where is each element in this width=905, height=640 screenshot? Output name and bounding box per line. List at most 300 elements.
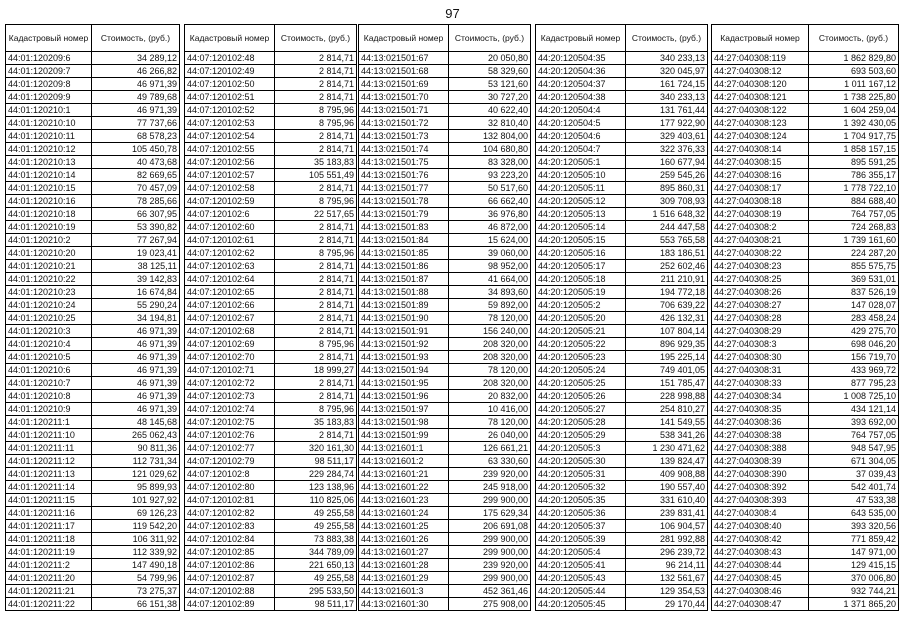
cost-cell: 183 186,51 xyxy=(626,247,708,260)
cost-cell: 36 976,80 xyxy=(449,208,531,221)
table-row xyxy=(359,598,531,611)
cadastral-number-cell: 44:07:120102:48 xyxy=(185,52,275,65)
cost-cell: 16 674,84 xyxy=(92,286,180,299)
cost-cell: 30 727,20 xyxy=(449,91,531,104)
cadastral-number-cell: 44:01:120210:13 xyxy=(6,156,92,169)
table-row xyxy=(185,130,357,143)
cost-cell: 2 814,71 xyxy=(275,377,357,390)
table-row xyxy=(6,299,180,312)
cost-cell: 706 639,22 xyxy=(626,299,708,312)
cadastral-number-cell: 44:07:120102:51 xyxy=(185,91,275,104)
cadastral-number-cell: 44:27:040308:18 xyxy=(712,195,809,208)
cost-cell: 329 403,61 xyxy=(626,130,708,143)
table-row xyxy=(6,78,180,91)
table-row xyxy=(359,130,531,143)
page-number: 97 xyxy=(445,6,460,21)
cadastral-number-cell: 44:27:040308:14 xyxy=(712,143,809,156)
cost-cell: 46 971,39 xyxy=(92,325,180,338)
cadastral-number-cell: 44:07:120102:49 xyxy=(185,65,275,78)
cadastral-number-cell: 44:01:120210:7 xyxy=(6,377,92,390)
table-row xyxy=(359,351,531,364)
cost-cell: 26 040,00 xyxy=(449,429,531,442)
cost-cell: 239 920,00 xyxy=(449,559,531,572)
cadastral-number-cell: 44:01:120211:1 xyxy=(6,416,92,429)
cost-cell: 1 230 471,62 xyxy=(626,442,708,455)
table-row xyxy=(712,234,899,247)
cadastral-number-cell: 44:01:120210:21 xyxy=(6,260,92,273)
cadastral-number-cell: 44:13:021501:97 xyxy=(359,403,449,416)
cadastral-number-cell: 44:07:120102:77 xyxy=(185,442,275,455)
cost-cell: 151 785,47 xyxy=(626,377,708,390)
cost-cell: 896 929,35 xyxy=(626,338,708,351)
cadastral-number-cell: 44:20:120504:6 xyxy=(536,130,626,143)
cadastral-table-2 xyxy=(184,24,357,611)
cadastral-number-cell: 44:13:021501:70 xyxy=(359,91,449,104)
cost-cell: 147 490,18 xyxy=(92,559,180,572)
table-row xyxy=(536,104,708,117)
cost-cell: 698 046,20 xyxy=(809,338,899,351)
table-row xyxy=(712,221,899,234)
cost-cell: 393 320,56 xyxy=(809,520,899,533)
cost-cell: 2 814,71 xyxy=(275,65,357,78)
table-row xyxy=(712,481,899,494)
cost-cell: 932 744,21 xyxy=(809,585,899,598)
cost-cell: 229 284,74 xyxy=(275,468,357,481)
table-row xyxy=(536,364,708,377)
table-row xyxy=(359,325,531,338)
cadastral-number-cell: 44:07:120102:88 xyxy=(185,585,275,598)
cadastral-number-cell: 44:07:120102:75 xyxy=(185,416,275,429)
table-row xyxy=(536,260,708,273)
table-row xyxy=(6,546,180,559)
table-row xyxy=(185,273,357,286)
cadastral-number-cell: 44:07:120102:59 xyxy=(185,195,275,208)
table-row xyxy=(536,299,708,312)
cadastral-number-cell: 44:01:120209:9 xyxy=(6,91,92,104)
cost-cell: 8 795,96 xyxy=(275,104,357,117)
cadastral-number-cell: 44:13:021501:77 xyxy=(359,182,449,195)
table-row xyxy=(359,377,531,390)
cost-cell: 41 664,00 xyxy=(449,273,531,286)
table-row xyxy=(359,429,531,442)
cost-cell: 434 121,14 xyxy=(809,403,899,416)
table-row xyxy=(359,143,531,156)
cost-cell: 2 814,71 xyxy=(275,52,357,65)
cost-cell: 34 893,60 xyxy=(449,286,531,299)
cadastral-number-cell: 44:01:120211:12 xyxy=(6,455,92,468)
cadastral-number-cell: 44:13:021601:21 xyxy=(359,468,449,481)
table-row xyxy=(712,403,899,416)
table-row xyxy=(712,247,899,260)
cost-cell: 429 275,70 xyxy=(809,325,899,338)
table-row xyxy=(536,520,708,533)
cost-cell: 20 832,00 xyxy=(449,390,531,403)
table-row xyxy=(185,182,357,195)
cost-cell: 409 908,88 xyxy=(626,468,708,481)
table-row xyxy=(712,286,899,299)
cost-cell: 370 006,80 xyxy=(809,572,899,585)
cost-cell: 104 680,80 xyxy=(449,143,531,156)
table-row xyxy=(6,143,180,156)
cadastral-number-cell: 44:07:120102:55 xyxy=(185,143,275,156)
cost-cell: 275 908,00 xyxy=(449,598,531,611)
table-row xyxy=(536,65,708,78)
table-row xyxy=(6,351,180,364)
cadastral-number-cell: 44:27:040308:30 xyxy=(712,351,809,364)
table-row xyxy=(536,130,708,143)
cadastral-number-cell: 44:13:021601:24 xyxy=(359,507,449,520)
cadastral-number-cell: 44:07:120102:81 xyxy=(185,494,275,507)
cadastral-number-cell: 44:01:120209:7 xyxy=(6,65,92,78)
table-row xyxy=(712,52,899,65)
cost-cell: 156 719,70 xyxy=(809,351,899,364)
cost-cell: 1 516 648,32 xyxy=(626,208,708,221)
table-row xyxy=(185,494,357,507)
cost-cell: 46 971,39 xyxy=(92,403,180,416)
cost-cell: 22 517,65 xyxy=(275,208,357,221)
cadastral-number-cell: 44:20:120504:5 xyxy=(536,117,626,130)
cadastral-number-cell: 44:01:120210:12 xyxy=(6,143,92,156)
cadastral-number-cell: 44:01:120210:14 xyxy=(6,169,92,182)
cost-cell: 259 545,26 xyxy=(626,169,708,182)
table-row xyxy=(712,442,899,455)
cost-cell: 107 804,14 xyxy=(626,325,708,338)
table-row xyxy=(6,169,180,182)
table-row xyxy=(185,403,357,416)
cost-cell: 90 811,36 xyxy=(92,442,180,455)
table-row xyxy=(6,117,180,130)
cadastral-number-cell: 44:20:120505:32 xyxy=(536,481,626,494)
cadastral-number-cell: 44:27:040308:27 xyxy=(712,299,809,312)
table-row xyxy=(185,520,357,533)
table-row xyxy=(185,208,357,221)
table-row xyxy=(185,598,357,611)
cadastral-number-cell: 44:07:120102:52 xyxy=(185,104,275,117)
cadastral-number-cell: 44:07:120102:67 xyxy=(185,312,275,325)
cadastral-number-cell: 44:20:120505:10 xyxy=(536,169,626,182)
table-row xyxy=(712,494,899,507)
cost-cell: 15 624,00 xyxy=(449,234,531,247)
table-row xyxy=(536,338,708,351)
cost-cell: 131 761,44 xyxy=(626,104,708,117)
cadastral-number-cell: 44:20:120505:16 xyxy=(536,247,626,260)
table-row xyxy=(185,234,357,247)
cost-cell: 2 814,71 xyxy=(275,325,357,338)
cadastral-number-cell: 44:13:021501:73 xyxy=(359,130,449,143)
table-row xyxy=(6,481,180,494)
cadastral-number-cell: 44:13:021501:87 xyxy=(359,273,449,286)
cadastral-number-cell: 44:27:040308:34 xyxy=(712,390,809,403)
cadastral-number-cell: 44:27:040308:392 xyxy=(712,481,809,494)
table-row xyxy=(359,494,531,507)
table-row xyxy=(536,533,708,546)
table-row xyxy=(536,468,708,481)
table-row xyxy=(359,533,531,546)
cost-cell: 208 320,00 xyxy=(449,377,531,390)
cadastral-number-cell: 44:07:120102:69 xyxy=(185,338,275,351)
cadastral-number-cell: 44:01:120211:2 xyxy=(6,559,92,572)
cost-cell: 29 170,44 xyxy=(626,598,708,611)
cadastral-number-cell: 44:20:120504:37 xyxy=(536,78,626,91)
cost-cell: 1 392 430,05 xyxy=(809,117,899,130)
cadastral-number-cell: 44:27:040308:3 xyxy=(712,338,809,351)
table-row xyxy=(536,273,708,286)
cost-cell: 1 371 865,20 xyxy=(809,598,899,611)
cadastral-number-cell: 44:27:040308:31 xyxy=(712,364,809,377)
table-row xyxy=(6,338,180,351)
table-row xyxy=(6,598,180,611)
table-row xyxy=(185,442,357,455)
cadastral-number-cell: 44:01:120211:17 xyxy=(6,520,92,533)
table-row xyxy=(185,91,357,104)
cost-cell: 49 789,68 xyxy=(92,91,180,104)
cost-cell: 66 307,95 xyxy=(92,208,180,221)
cadastral-number-cell: 44:01:120210:24 xyxy=(6,299,92,312)
cadastral-number-cell: 44:07:120102:80 xyxy=(185,481,275,494)
table-row xyxy=(359,91,531,104)
table-row xyxy=(6,585,180,598)
table-row xyxy=(536,312,708,325)
table-row xyxy=(536,559,708,572)
table-row xyxy=(712,65,899,78)
cadastral-number-cell: 44:27:040308:36 xyxy=(712,416,809,429)
table-header-row xyxy=(712,25,899,52)
cadastral-number-cell: 44:20:120505:3 xyxy=(536,442,626,455)
cadastral-number-cell: 44:20:120505:45 xyxy=(536,598,626,611)
cadastral-number-cell: 44:27:040308:12 xyxy=(712,65,809,78)
table-row xyxy=(6,286,180,299)
table-row xyxy=(536,156,708,169)
cadastral-number-cell: 44:01:120209:8 xyxy=(6,78,92,91)
cadastral-number-cell: 44:27:040308:33 xyxy=(712,377,809,390)
cost-cell: 129 415,15 xyxy=(809,559,899,572)
cost-cell: 8 795,96 xyxy=(275,247,357,260)
table-row xyxy=(712,390,899,403)
cost-cell: 452 361,46 xyxy=(449,585,531,598)
cadastral-number-cell: 44:13:021501:83 xyxy=(359,221,449,234)
cost-cell: 8 795,96 xyxy=(275,338,357,351)
cadastral-number-cell: 44:20:120505:20 xyxy=(536,312,626,325)
cost-cell: 2 814,71 xyxy=(275,286,357,299)
cost-cell: 2 814,71 xyxy=(275,234,357,247)
table-row xyxy=(712,546,899,559)
cadastral-number-cell: 44:20:120505:18 xyxy=(536,273,626,286)
cost-cell: 55 290,24 xyxy=(92,299,180,312)
table-row xyxy=(6,325,180,338)
cadastral-number-cell: 44:13:021601:23 xyxy=(359,494,449,507)
table-row xyxy=(712,273,899,286)
table-row xyxy=(6,455,180,468)
cost-cell: 884 688,40 xyxy=(809,195,899,208)
cadastral-number-cell: 44:13:021501:74 xyxy=(359,143,449,156)
cost-cell: 194 772,18 xyxy=(626,286,708,299)
cost-cell: 1 862 829,80 xyxy=(809,52,899,65)
cadastral-number-cell: 44:01:120211:13 xyxy=(6,468,92,481)
table-row xyxy=(536,416,708,429)
cadastral-number-cell: 44:07:120102:73 xyxy=(185,390,275,403)
cost-cell: 948 547,95 xyxy=(809,442,899,455)
cost-cell: 49 255,58 xyxy=(275,507,357,520)
table-row xyxy=(712,260,899,273)
cadastral-number-cell: 44:20:120505:24 xyxy=(536,364,626,377)
cadastral-number-cell: 44:13:021501:79 xyxy=(359,208,449,221)
cadastral-number-cell: 44:27:040308:29 xyxy=(712,325,809,338)
cadastral-number-cell: 44:20:120505:19 xyxy=(536,286,626,299)
cadastral-number-cell: 44:13:021501:72 xyxy=(359,117,449,130)
table-row xyxy=(712,208,899,221)
table-row xyxy=(536,403,708,416)
table-row xyxy=(712,520,899,533)
cadastral-number-cell: 44:01:120210:22 xyxy=(6,273,92,286)
cost-cell: 254 810,27 xyxy=(626,403,708,416)
table-row xyxy=(185,286,357,299)
cost-cell: 643 535,00 xyxy=(809,507,899,520)
cost-cell: 2 814,71 xyxy=(275,182,357,195)
cadastral-number-cell: 44:01:120211:14 xyxy=(6,481,92,494)
cadastral-number-cell: 44:01:120211:19 xyxy=(6,546,92,559)
table-row xyxy=(6,208,180,221)
cadastral-number-cell: 44:20:120505:27 xyxy=(536,403,626,416)
cadastral-number-cell: 44:27:040308:22 xyxy=(712,247,809,260)
cadastral-number-cell: 44:20:120504:7 xyxy=(536,143,626,156)
cost-cell: 98 511,17 xyxy=(275,598,357,611)
cost-cell: 106 904,57 xyxy=(626,520,708,533)
table-row xyxy=(712,130,899,143)
cost-cell: 211 210,91 xyxy=(626,273,708,286)
cost-cell: 2 814,71 xyxy=(275,390,357,403)
header-cost: Стоимость, (руб.) xyxy=(275,25,357,52)
cost-cell: 78 120,00 xyxy=(449,416,531,429)
table-row xyxy=(185,351,357,364)
cadastral-number-cell: 44:07:120102:79 xyxy=(185,455,275,468)
cost-cell: 1 008 725,10 xyxy=(809,390,899,403)
table-row xyxy=(536,429,708,442)
cost-cell: 693 503,60 xyxy=(809,65,899,78)
table-row xyxy=(6,364,180,377)
cadastral-number-cell: 44:13:021501:98 xyxy=(359,416,449,429)
table-row xyxy=(6,52,180,65)
cost-cell: 771 859,42 xyxy=(809,533,899,546)
table-row xyxy=(185,364,357,377)
cadastral-number-cell: 44:20:120505:25 xyxy=(536,377,626,390)
table-row xyxy=(536,234,708,247)
table-row xyxy=(712,533,899,546)
table-row xyxy=(536,91,708,104)
table-row xyxy=(712,559,899,572)
table-row xyxy=(185,169,357,182)
cost-cell: 228 998,88 xyxy=(626,390,708,403)
table-row xyxy=(359,416,531,429)
table-row xyxy=(712,351,899,364)
cadastral-number-cell: 44:07:120102:83 xyxy=(185,520,275,533)
table-row xyxy=(6,572,180,585)
table-row xyxy=(185,78,357,91)
cost-cell: 299 900,00 xyxy=(449,546,531,559)
cost-cell: 46 971,39 xyxy=(92,364,180,377)
table-row xyxy=(359,481,531,494)
cadastral-number-cell: 44:07:120102:82 xyxy=(185,507,275,520)
table-row xyxy=(6,221,180,234)
cadastral-number-cell: 44:20:120505:28 xyxy=(536,416,626,429)
cadastral-number-cell: 44:27:040308:393 xyxy=(712,494,809,507)
table-header-row xyxy=(536,25,708,52)
cost-cell: 538 341,26 xyxy=(626,429,708,442)
cadastral-number-cell: 44:27:040308:45 xyxy=(712,572,809,585)
cost-cell: 299 900,00 xyxy=(449,533,531,546)
cadastral-number-cell: 44:07:120102:72 xyxy=(185,377,275,390)
cadastral-number-cell: 44:07:120102:61 xyxy=(185,234,275,247)
cost-cell: 2 814,71 xyxy=(275,91,357,104)
table-row xyxy=(6,312,180,325)
table-row xyxy=(6,442,180,455)
cost-cell: 224 287,20 xyxy=(809,247,899,260)
table-row xyxy=(359,195,531,208)
table-row xyxy=(185,390,357,403)
table-row xyxy=(712,364,899,377)
cadastral-number-cell: 44:01:120210:10 xyxy=(6,117,92,130)
cost-cell: 299 900,00 xyxy=(449,572,531,585)
header-cadastral-number: Кадастровый номер xyxy=(536,25,626,52)
cost-cell: 426 132,31 xyxy=(626,312,708,325)
table-row xyxy=(536,78,708,91)
table-row xyxy=(6,468,180,481)
cost-cell: 73 275,37 xyxy=(92,585,180,598)
table-row xyxy=(6,130,180,143)
cadastral-number-cell: 44:07:120102:71 xyxy=(185,364,275,377)
cadastral-number-cell: 44:01:120211:20 xyxy=(6,572,92,585)
table-row xyxy=(359,403,531,416)
cost-cell: 433 969,72 xyxy=(809,364,899,377)
cost-cell: 46 971,39 xyxy=(92,104,180,117)
cadastral-number-cell: 44:07:120102:89 xyxy=(185,598,275,611)
cadastral-number-cell: 44:01:120210:23 xyxy=(6,286,92,299)
table-row xyxy=(185,546,357,559)
cost-cell: 340 233,13 xyxy=(626,91,708,104)
cadastral-number-cell: 44:07:120102:68 xyxy=(185,325,275,338)
cadastral-number-cell: 44:07:120102:87 xyxy=(185,572,275,585)
header-cadastral-number: Кадастровый номер xyxy=(6,25,92,52)
table-row xyxy=(359,182,531,195)
cost-cell: 66 151,38 xyxy=(92,598,180,611)
cadastral-number-cell: 44:20:120505:23 xyxy=(536,351,626,364)
table-row xyxy=(359,507,531,520)
cost-cell: 48 145,68 xyxy=(92,416,180,429)
cadastral-number-cell: 44:01:120210:9 xyxy=(6,403,92,416)
cadastral-number-cell: 44:13:021601:25 xyxy=(359,520,449,533)
table-row xyxy=(6,533,180,546)
header-cost: Стоимость, (руб.) xyxy=(809,25,899,52)
cadastral-number-cell: 44:13:021501:88 xyxy=(359,286,449,299)
cost-cell: 37 039,43 xyxy=(809,468,899,481)
table-row xyxy=(712,377,899,390)
cadastral-number-cell: 44:01:120211:21 xyxy=(6,585,92,598)
cadastral-number-cell: 44:20:120505:11 xyxy=(536,182,626,195)
table-row xyxy=(185,481,357,494)
cost-cell: 70 457,09 xyxy=(92,182,180,195)
table-row xyxy=(6,520,180,533)
cadastral-number-cell: 44:20:120505:2 xyxy=(536,299,626,312)
table-header-row xyxy=(185,25,357,52)
cost-cell: 147 971,00 xyxy=(809,546,899,559)
table-row xyxy=(185,143,357,156)
cadastral-number-cell: 44:20:120505:39 xyxy=(536,533,626,546)
cost-cell: 40 473,68 xyxy=(92,156,180,169)
table-row xyxy=(185,195,357,208)
cadastral-number-cell: 44:01:120209:6 xyxy=(6,52,92,65)
cadastral-number-cell: 44:13:021501:67 xyxy=(359,52,449,65)
table-row xyxy=(536,507,708,520)
cost-cell: 160 677,94 xyxy=(626,156,708,169)
